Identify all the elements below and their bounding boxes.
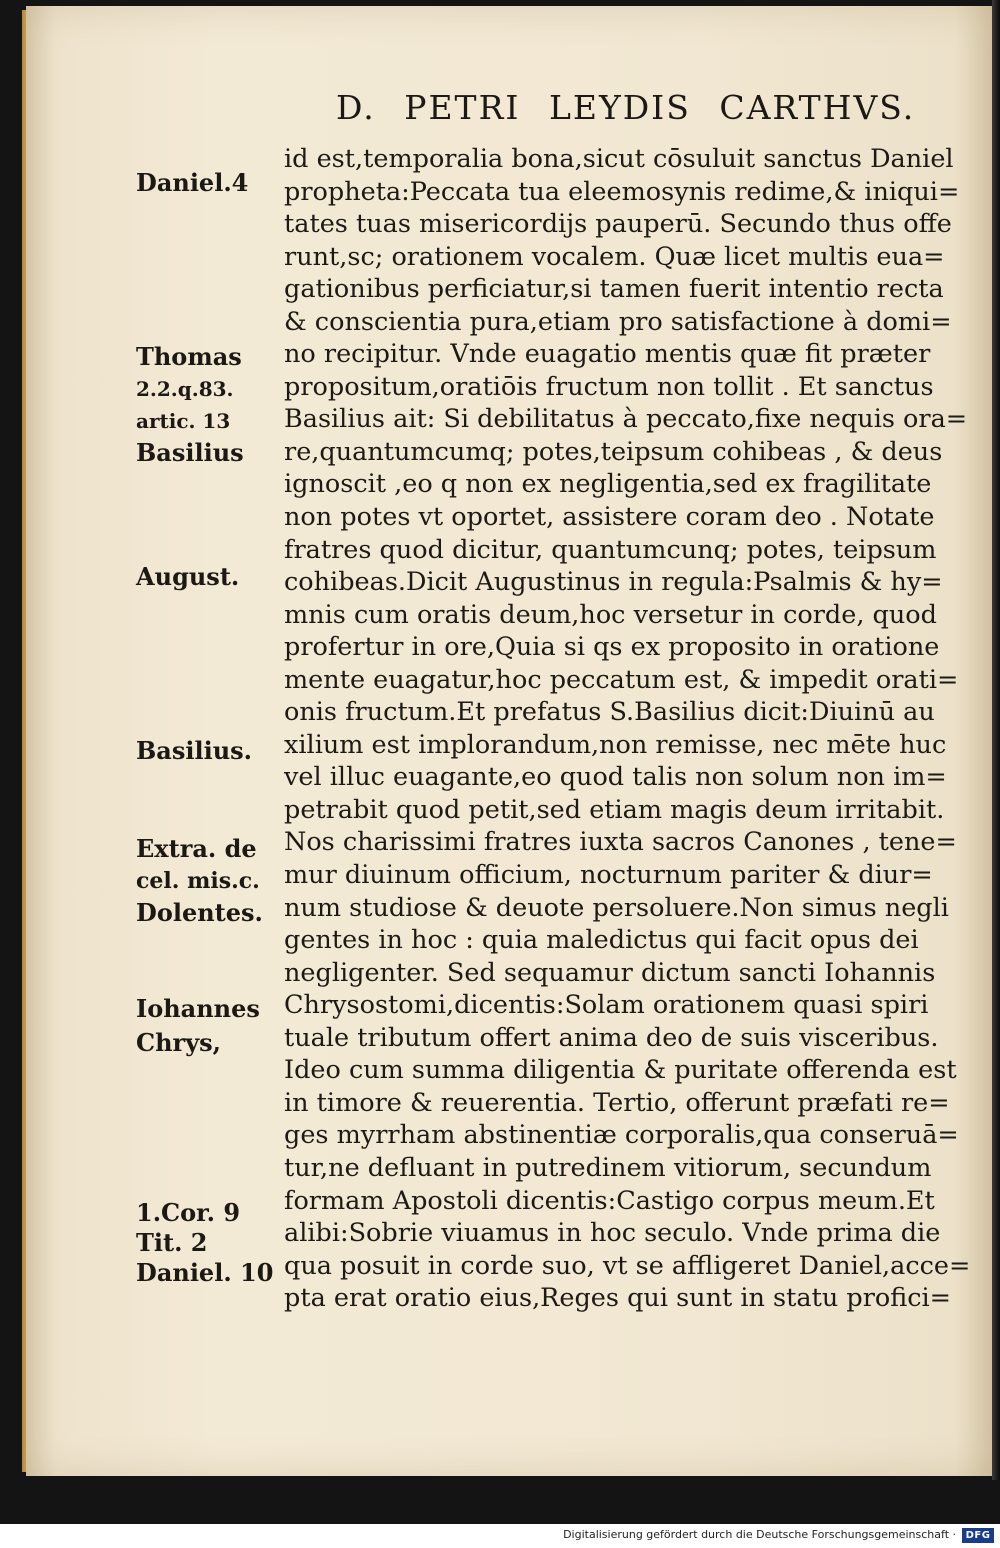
text-line: mur diuinum officium, nocturnum pariter & diur= <box>284 860 933 891</box>
margin-note: Iohannes <box>136 994 260 1023</box>
text-line: no recipitur. Vnde euagatio mentis quæ fit præter <box>284 339 931 370</box>
text-line: ignoscit ,eo q non ex negligentia,sed ex fragilitate <box>284 469 932 500</box>
running-title: D. PETRI LEYDIS CARTHVS. <box>336 88 916 127</box>
text-line: Chrysostomi,dicentis:Solam orationem quasi spiri <box>284 990 929 1021</box>
text-line: re,quantumcumq; potes,teipsum cohibeas , & deus <box>284 436 943 467</box>
margin-note: Basilius. <box>136 736 253 765</box>
text-line: num studiose & deuote persoluere.Non simus negli <box>284 892 949 923</box>
margin-note: artic. 13 <box>136 409 231 433</box>
text-line: id est,temporalia bona,sicut cōsuluit sanctus Daniel <box>284 144 954 174</box>
text-line: mente euagatur,hoc peccatum est, & impedit orati= <box>284 664 959 695</box>
text-line: gationibus perficiatur,si tamen fuerit intentio recta <box>284 274 944 305</box>
text-line: qua posuit in corde suo, vt se affligeret Daniel,acce= <box>284 1250 971 1281</box>
margin-note: cel. mis.c. <box>136 868 260 894</box>
margin-notes <box>26 6 286 1476</box>
text-line: runt,sc; orationem vocalem. Quæ licet multis eua= <box>284 241 945 272</box>
text-line: cohibeas.Dicit Augustinus in regula:Psalmis & hy= <box>284 567 943 598</box>
text-line: pta erat oratio eius,Reges qui sunt in statu profici= <box>284 1283 952 1314</box>
book-fore-edge <box>992 0 1000 1480</box>
text-line: xilium est implorandum,non remisse, nec mēte huc <box>284 729 947 760</box>
text-line: Basilius ait: Si debilitatus à peccato,fixe nequis ora= <box>284 404 968 435</box>
book-page <box>26 6 994 1476</box>
footer-bar <box>0 1524 1000 1548</box>
text-line: vel illuc euagante,eo quod talis non solum non im= <box>284 762 947 793</box>
text-line: formam Apostoli dicentis:Castigo corpus meum.Et <box>284 1185 935 1216</box>
dfg-logo: DFG <box>962 1528 994 1543</box>
funding-credit: Digitalisierung gefördert durch die Deutsche Forschungsgemeinschaft · <box>563 1528 956 1541</box>
text-line: petrabit quod petit,sed etiam magis deum irritabit. <box>284 794 945 825</box>
text-line: in timore & reuerentia. Tertio, offerunt præfati re= <box>284 1087 950 1118</box>
text-line: tates tuas misericordijs pauperū. Secundo thus offe <box>284 209 952 240</box>
text-line: onis fructum.Et prefatus S.Basilius dicit:Diuinū au <box>284 697 935 728</box>
margin-note: 1.Cor. 9 <box>136 1198 241 1227</box>
text-line: propheta:Peccata tua eleemosynis redime,& iniqui= <box>284 176 960 207</box>
margin-note: Extra. de <box>136 834 257 863</box>
text-line: alibi:Sobrie viuamus in hoc seculo. Vnde prima die <box>284 1218 941 1249</box>
text-line: propositum,oratiōis fructum non tollit . Et sanctus <box>284 371 934 402</box>
margin-note: Daniel. 10 <box>136 1258 274 1287</box>
text-line: Ideo cum summa diligentia & puritate offerenda est <box>284 1055 957 1086</box>
text-line: profertur in ore,Quia si qs ex proposito in oratione <box>284 632 940 663</box>
margin-note: Thomas <box>136 342 242 371</box>
text-line: ges myrrham abstinentiæ corporalis,qua conseruā= <box>284 1120 959 1151</box>
body-text <box>284 143 974 1315</box>
text-line: negligenter. Sed sequamur dictum sancti Iohannis <box>284 957 936 988</box>
text-line: non potes vt oportet, assistere coram deo . Notate <box>284 502 935 533</box>
margin-note: Daniel.4 <box>136 168 249 197</box>
margin-note: Chrys, <box>136 1028 222 1057</box>
text-line: gentes in hoc : quia maledictus qui facit opus dei <box>284 925 919 956</box>
text-line: Nos charissimi fratres iuxta sacros Canones , tene= <box>284 827 957 858</box>
text-line: & conscientia pura,etiam pro satisfactione à domi= <box>284 306 952 337</box>
text-line: tuale tributum offert anima deo de suis visceribus. <box>284 1022 939 1053</box>
margin-note: August. <box>136 562 240 591</box>
text-line: mnis cum oratis deum,hoc versetur in corde, quod <box>284 599 937 630</box>
margin-note: Basilius <box>136 438 244 467</box>
text-line: tur,ne defluant in putredinem vitiorum, secundum <box>284 1152 932 1183</box>
margin-note: 2.2.q.83. <box>136 377 234 401</box>
text-line: fratres quod dicitur, quantumcunq; potes, teipsum <box>284 534 937 565</box>
margin-note: Tit. 2 <box>136 1228 208 1257</box>
margin-note: Dolentes. <box>136 898 263 927</box>
